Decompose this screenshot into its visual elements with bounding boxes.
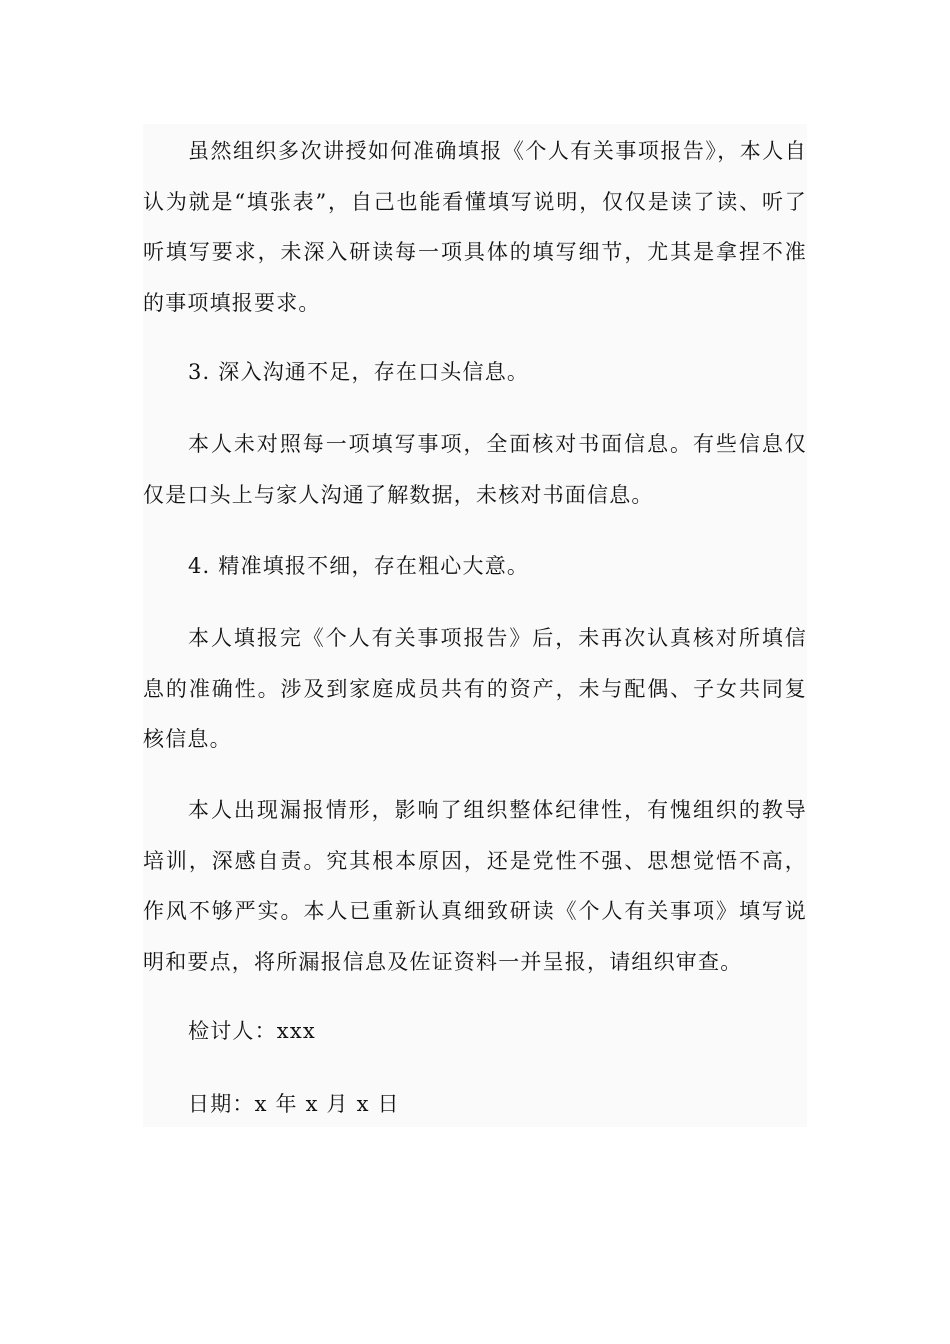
paragraph-reason-training: 虽然组织多次讲授如何准确填报《个人有关事项报告》，本人自认为就是“填张表”，自己也能看懂填写说明，仅仅是读了读、听了听填写要求，未深入研读每一项具体的填写细节，尤其是拿捏不准的事项填报要求。 — [143, 139, 807, 315]
signature-line: 检讨人：xxx — [188, 1019, 316, 1043]
heading-item-4: 4. 精准填报不细，存在粗心大意。 — [188, 554, 530, 578]
paragraph-verification: 本人填报完《个人有关事项报告》后，未再次认真核对所填信息的准确性。涉及到家庭成员共有的资产，未与配偶、子女共同复核信息。 — [143, 626, 807, 751]
document-body — [143, 124, 807, 1127]
paragraph-conclusion: 本人出现漏报情形，影响了组织整体纪律性，有愧组织的教导培训，深感自责。究其根本原因，还是党性不强、思想觉悟不高，作风不够严实。本人已重新认真细致研读《个人有关事项》填写说明和要点，将所漏报信息及佐证资料一并呈报，请组织审查。 — [143, 798, 807, 974]
paragraph-communication: 本人未对照每一项填写事项，全面核对书面信息。有些信息仅仅是口头上与家人沟通了解数据，未核对书面信息。 — [143, 432, 807, 507]
heading-item-3: 3. 深入沟通不足，存在口头信息。 — [188, 360, 530, 384]
date-line: 日期：x 年 x 月 x 日 — [188, 1092, 400, 1116]
